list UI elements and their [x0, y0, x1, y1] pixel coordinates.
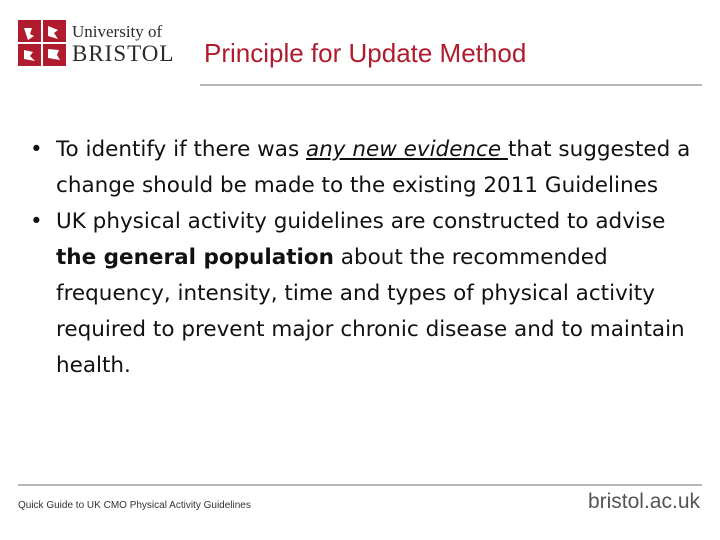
bullet2-bold: the general population: [56, 245, 334, 270]
bullet1-text-rest: that suggested a change should be made to the existing 2011 Guidelines: [56, 137, 691, 198]
slide-body: [30, 132, 710, 384]
bullet1-emphasis: any new evidence: [305, 137, 508, 162]
bullet2-text-rest: about the recommended frequency, intensity, time and types of physical activity required to prevent major chronic disease and to maintain health.: [56, 245, 685, 378]
logo-bristol: BRISTOL: [72, 41, 175, 66]
header-divider: [200, 84, 702, 86]
footer-caption: Quick Guide to UK CMO Physical Activity Guidelines: [18, 500, 251, 511]
bullet-marker: •: [30, 137, 43, 162]
bullet-marker: •: [30, 209, 43, 234]
bullet-item-2: [30, 204, 710, 384]
slide-title: Principle for Update Method: [204, 38, 527, 68]
bullet-item-1: [30, 132, 710, 204]
university-logo: [18, 18, 178, 70]
crest-icon: [18, 20, 66, 66]
logo-university-of: University of: [72, 22, 163, 41]
bullet2-text: UK physical activity guidelines are constructed to advise: [56, 209, 666, 234]
footer-divider: [18, 484, 702, 486]
footer-domain: bristol.ac.uk: [587, 490, 700, 513]
bullet1-text: To identify if there was: [56, 137, 306, 162]
